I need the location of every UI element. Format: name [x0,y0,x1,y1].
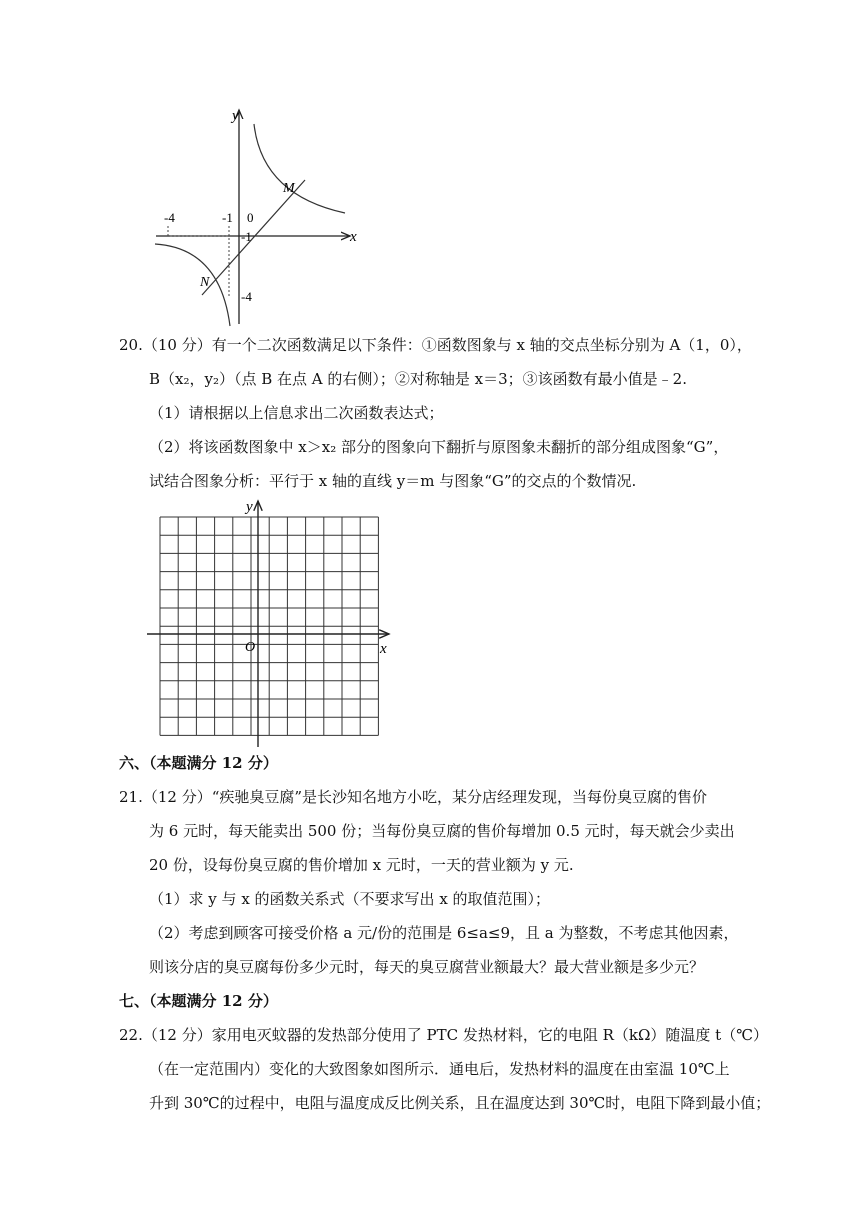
q20-line5: 试结合图象分析：平行于 x 轴的直线 y＝m 与图象“G”的交点的个数情况. [149,472,637,490]
grid-x-label: x [380,641,387,657]
fig1-tick-neg4-x: -4 [164,210,175,225]
q22-line1: 22.（12 分）家用电灭蚊器的发热部分使用了 PTC 发热材料，它的电阻 R（kΩ）随温度 t（℃） [119,1026,768,1044]
grid-lines [160,517,378,735]
q21-line5: （2）考虑到顾客可接受价格 a 元/份的范围是 6≤a≤9，且 a 为整数，不考虑其他因素， [149,924,739,942]
section7-title: 七、（本题满分 12 分） [119,992,278,1010]
fig1-tick-neg4-y: -4 [241,289,252,304]
q20-line2: B（x₂，y₂）（点 B 在点 A 的右侧）；②对称轴是 x＝3；③该函数有最小值是﹣2. [149,370,687,388]
fig1-origin: 0 [247,210,254,225]
q20-line4: （2）将该函数图象中 x＞x₂ 部分的图象向下翻折与原图象未翻折的部分组成图象“G”， [149,438,729,456]
hyperbola-line-figure [150,100,370,330]
hyperbola-branch-right [254,124,345,213]
dashed-guide-n [168,226,230,236]
coordinate-grid [145,497,405,747]
q21-line3: 20 份，设每份臭豆腐的售价增加 x 元时，一天的营业额为 y 元. [149,856,574,874]
q22-line2: （在一定范围内）变化的大致图象如图所示．通电后，发热材料的温度在由室温 10℃上 [149,1060,730,1078]
fig1-tick-neg1-y: -1 [241,229,252,244]
q20-line3: （1）请根据以上信息求出二次函数表达式； [149,404,444,422]
fig1-y-label: y [232,108,239,124]
q20-line1: 20.（10 分）有一个二次函数满足以下条件：①函数图象与 x 轴的交点坐标分别为 A（1，0）， [119,336,752,354]
line-mn [202,180,305,295]
q21-line2: 为 6 元时，每天能卖出 500 份；当每份臭豆腐的售价每增加 0.5 元时，每天就会少卖出 [149,822,735,840]
section6-title: 六、（本题满分 12 分） [119,754,278,772]
fig1-label-n: N [200,275,210,290]
fig1-x-label: x [350,229,357,245]
grid-origin-label: O [245,640,256,655]
q22-line3: 升到 30℃的过程中，电阻与温度成反比例关系，且在温度达到 30℃时，电阻下降到最小值； [149,1094,771,1112]
fig1-label-m: M [283,181,295,196]
q21-line1: 21.（12 分）“疾驰臭豆腐”是长沙知名地方小吃，某分店经理发现，当每份臭豆腐的售价 [119,788,708,806]
grid-y-label: y [246,499,253,515]
hyperbola-branch-left [155,244,230,326]
q21-line4: （1）求 y 与 x 的函数关系式（不要求写出 x 的取值范围）； [149,890,551,908]
fig1-tick-neg1-x: -1 [222,210,233,225]
q21-line6: 则该分店的臭豆腐每份多少元时，每天的臭豆腐营业额最大？最大营业额是多少元？ [149,958,705,976]
